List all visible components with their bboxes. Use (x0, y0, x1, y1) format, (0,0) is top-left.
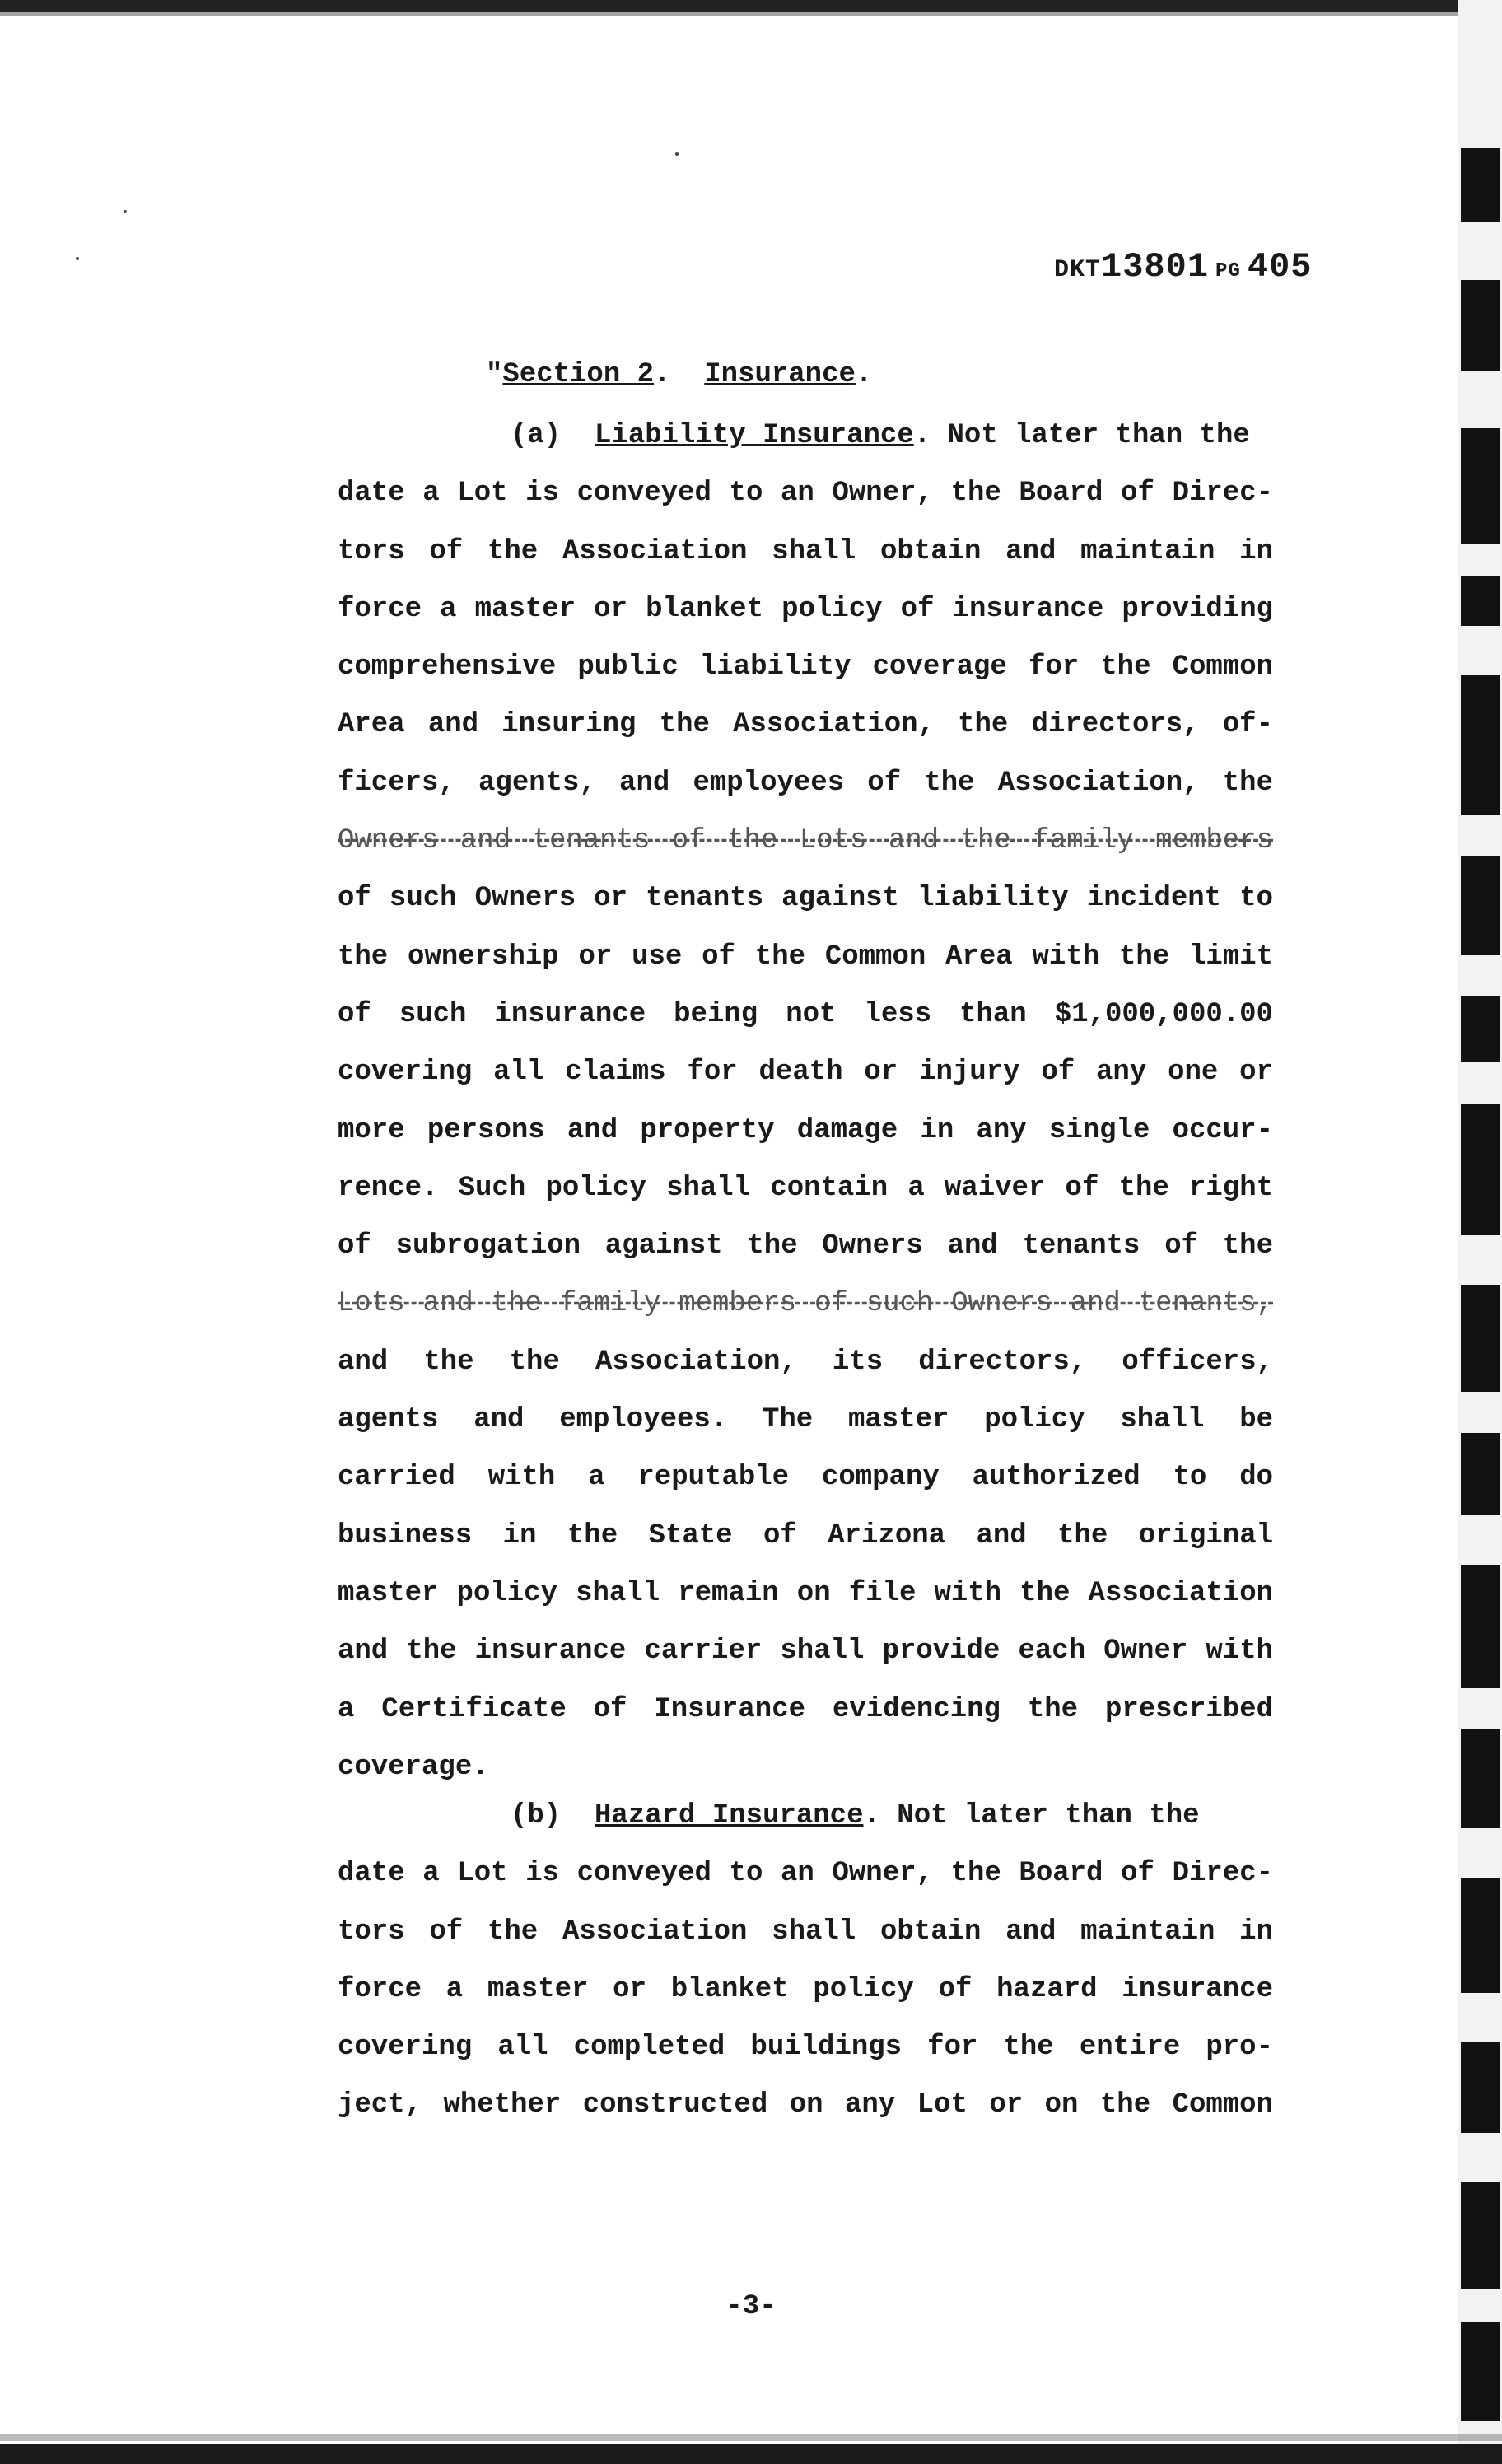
text-line: force a master or blanket policy of insurance providing (338, 593, 1273, 625)
text-line-faded: Lots and the family members of such Owners and tenants, (338, 1288, 1273, 1320)
text-line: more persons and property damage in any single occur- (338, 1114, 1273, 1146)
section-number: Section 2 (502, 359, 655, 390)
text-line: of such Owners or tenants against liability incident to (338, 883, 1273, 915)
text-line: a Certificate of Insurance evidencing the prescribed (338, 1693, 1273, 1725)
text-line: business in the State of Arizona and the original (338, 1519, 1273, 1552)
docket-prefix: DKT (1054, 256, 1102, 284)
text-line: carried with a reputable company authorized to do (338, 1462, 1273, 1494)
text-line: comprehensive public liability coverage for the Common (338, 651, 1273, 684)
paragraph-heading-tail: . Not later than the (913, 420, 1250, 451)
text-line: ficers, agents, and employees of the Association, the (338, 767, 1273, 799)
text-line: coverage. (338, 1751, 489, 1783)
scan-speck (124, 210, 127, 213)
section-separator: . (654, 359, 671, 390)
page-number: -3- (725, 2291, 777, 2322)
scan-bottom-shadow (0, 2434, 1502, 2441)
paragraph-liability-insurance (338, 407, 1273, 1796)
paragraph-heading: Liability Insurance (595, 420, 914, 451)
page-label: PG (1215, 260, 1241, 282)
text-line: date a Lot is conveyed to an Owner, the Board of Direc- (338, 478, 1273, 510)
text-line-faded: Owners and tenants of the Lots and the family members (338, 825, 1273, 857)
paragraph-marker: (b) (511, 1800, 562, 1832)
recording-reference (1054, 247, 1312, 287)
section-heading (486, 359, 872, 390)
paragraph-hazard-insurance (338, 1787, 1273, 2135)
paragraph-heading-tail: . Not later than the (863, 1800, 1200, 1832)
scan-top-shadow (0, 12, 1502, 16)
text-line: Area and insuring the Association, the directors, of- (338, 709, 1273, 741)
section-title: Insurance (704, 359, 856, 390)
text-line: of subrogation against the Owners and tenants of the (338, 1230, 1273, 1262)
text-line: tors of the Association shall obtain and maintain in (338, 535, 1273, 567)
paragraph-first-line (338, 407, 1273, 464)
scan-top-border (0, 0, 1502, 12)
text-line: date a Lot is conveyed to an Owner, the Board of Direc- (338, 1858, 1273, 1890)
text-line: ject, whether constructed on any Lot or on the Common (338, 2089, 1273, 2121)
scan-bottom-border (0, 2444, 1502, 2464)
paragraph-marker: (a) (511, 420, 562, 451)
docket-book-number: 13801 (1101, 247, 1210, 287)
open-quote: " (486, 359, 503, 390)
text-line: tors of the Association shall obtain and maintain in (338, 1916, 1273, 1948)
text-line: the ownership or use of the Common Area with the limit (338, 940, 1273, 973)
text-line: covering all completed buildings for the entire pro- (338, 2032, 1273, 2064)
text-line: and the the Association, its directors, officers, (338, 1346, 1273, 1378)
scan-speck (76, 257, 79, 260)
text-line: force a master or blanket policy of hazard insurance (338, 1973, 1273, 2005)
text-line: covering all claims for death or injury of any one or (338, 1057, 1273, 1089)
text-line: rence. Such policy shall contain a waiver of the right (338, 1172, 1273, 1204)
paragraph-heading: Hazard Insurance (595, 1800, 864, 1832)
scan-speck (675, 152, 679, 156)
section-title-period: . (855, 359, 873, 390)
scan-right-edge (1458, 0, 1502, 2464)
text-line: of such insurance being not less than $1,000,000.00 (338, 998, 1273, 1030)
docket-page-number: 405 (1247, 247, 1313, 287)
text-line: agents and employees. The master policy shall be (338, 1404, 1273, 1436)
paragraph-first-line (338, 1787, 1273, 1845)
text-line: and the insurance carrier shall provide each Owner with (338, 1636, 1273, 1668)
text-line: master policy shall remain on file with the Association (338, 1577, 1273, 1609)
